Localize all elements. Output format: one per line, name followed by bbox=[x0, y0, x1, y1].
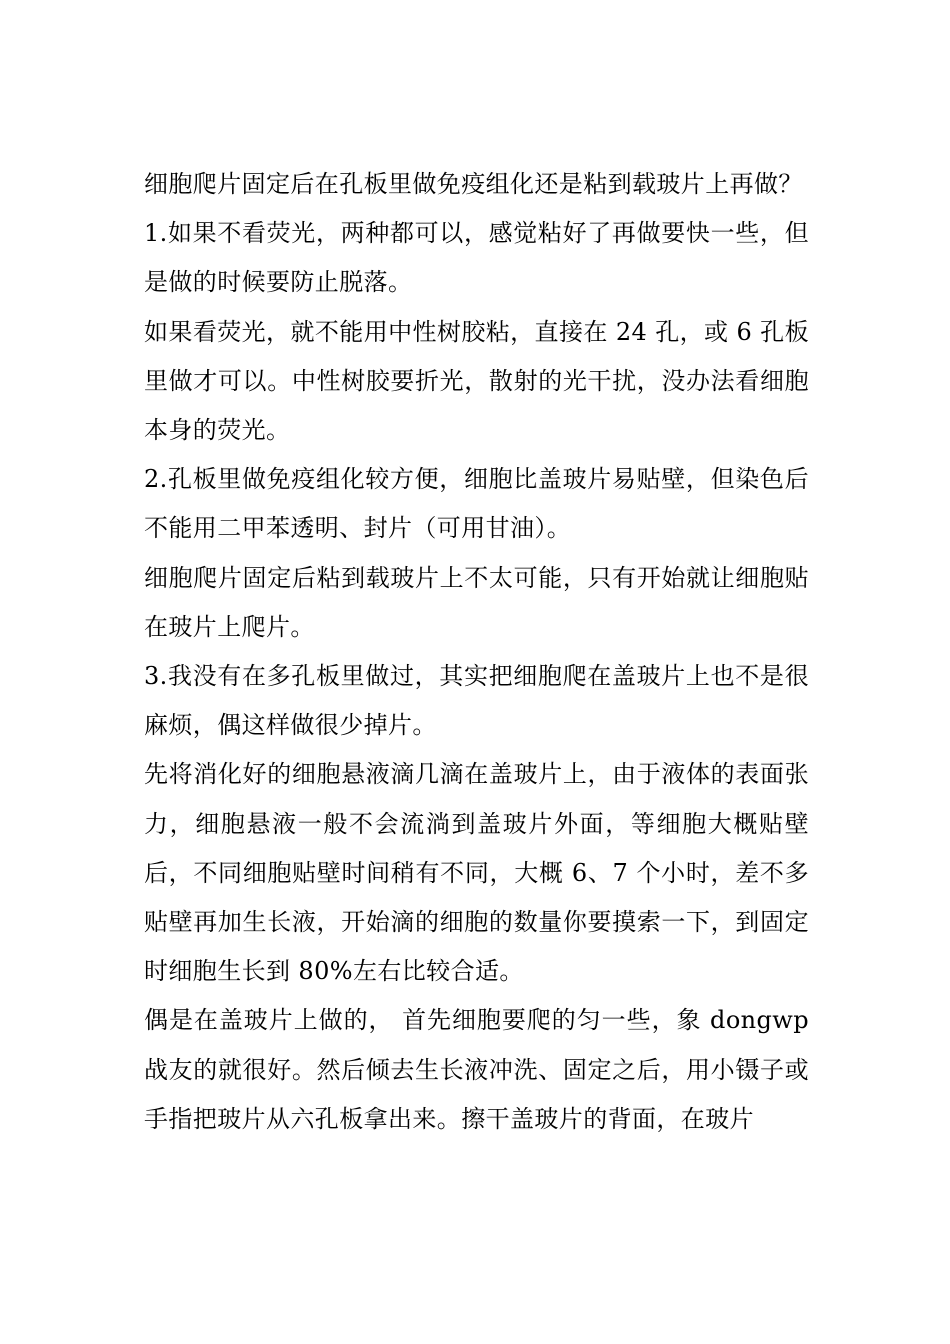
paragraph-coverslip: 偶是在盖玻片上做的， 首先细胞要爬的匀一些，象 dongwp 战友的就很好。然后倾去生长液冲洗、固定之后，用小镊子或手指把玻片从六孔板拿出来。擦干盖玻片的背面，在玻片 bbox=[144, 1006, 809, 1133]
paragraph-question: 细胞爬片固定后在孔板里做免疫组化还是粘到载玻片上再做？ bbox=[144, 170, 803, 198]
paragraph-method: 先将消化好的细胞悬液滴几滴在盖玻片上，由于液体的表面张力，细胞悬液一般不会流淌到盖玻片外面，等细胞大概贴壁后，不同细胞贴壁时间稍有不同，大概 6、7 个小时，差不多贴壁再加生长液，开始滴的细胞的数量你要摸索一下，到固定时细胞生长到 80%左右比较合适。 bbox=[144, 760, 809, 986]
paragraph-answer-2: 2.孔板里做免疫组化较方便，细胞比盖玻片易贴壁，但染色后不能用二甲苯透明、封片（可用甘油）。 bbox=[144, 465, 809, 543]
paragraph-fluorescence: 如果看荧光，就不能用中性树胶粘，直接在 24 孔，或 6 孔板里做才可以。中性树胶要折光，散射的光干扰，没办法看细胞本身的荧光。 bbox=[144, 317, 809, 445]
paragraph-answer-1: 1.如果不看荧光，两种都可以，感觉粘好了再做要快一些，但是做的时候要防止脱落。 bbox=[144, 219, 809, 297]
paragraph-slide-mounting: 细胞爬片固定后粘到载玻片上不太可能，只有开始就让细胞贴在玻片上爬片。 bbox=[144, 563, 809, 641]
document-body bbox=[144, 160, 809, 1144]
paragraph-answer-3: 3.我没有在多孔板里做过，其实把细胞爬在盖玻片上也不是很麻烦，偶这样做很少掉片。 bbox=[144, 662, 809, 740]
